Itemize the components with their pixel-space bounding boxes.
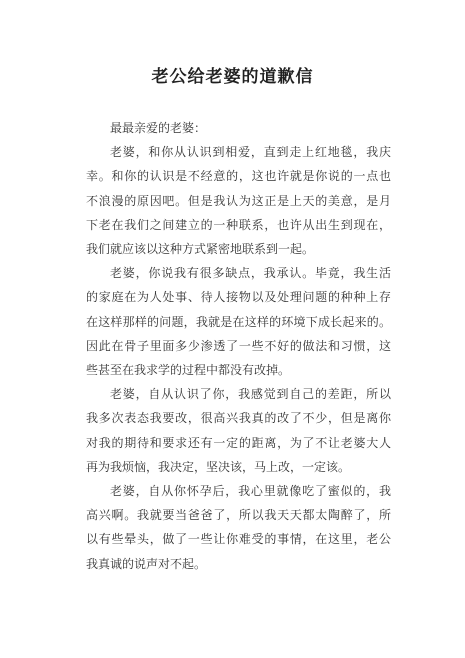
paragraph-3 — [86, 382, 391, 479]
page-title: 老公给老婆的道歉信 — [151, 67, 314, 87]
paragraph-line: 老婆，自从认识了你，我感觉到自己的差距，所以 — [110, 387, 391, 402]
paragraph-line: 我们就应该以这种方式紧密地联系到一起。 — [86, 242, 315, 257]
paragraph-line: 下老在我们之间建立的一种联系，也许从出生到现在， — [86, 217, 391, 232]
paragraph-line: 我真诚的说声对不起。 — [86, 556, 207, 571]
paragraph-line: 老婆，自从你怀孕后，我心里就像吃了蜜似的，我 — [110, 484, 391, 499]
paragraph-line: 老婆，你说我有很多缺点，我承认。毕竟，我生活 — [110, 266, 391, 281]
paragraph-1 — [86, 140, 391, 261]
paragraph-2 — [86, 261, 391, 382]
paragraph-line: 因此在骨子里面多少渗透了一些不好的做法和习惯，这 — [86, 338, 391, 353]
paragraph-line: 再为我烦恼，我决定，坚决该，马上改，一定该。 — [86, 459, 351, 474]
paragraph-line: 对我的期待和要求还有一定的距离，为了不让老婆大人 — [86, 435, 391, 450]
paragraph-line: 我多次表态我要改，很高兴我真的改了不少，但是离你 — [86, 411, 391, 426]
paragraph-line: 些甚至在我求学的过程中都没有改掉。 — [86, 363, 291, 378]
paragraph-line: 幸。和你的认识是不经意的，这也许就是你说的一点也 — [86, 169, 391, 184]
paragraph-4 — [86, 479, 391, 576]
paragraph-line: 在这样那样的问题，我就是在这样的环境下成长起来的。 — [86, 314, 391, 329]
paragraph-line: 高兴啊。我就要当爸爸了，所以我天天都太陶醉了，所 — [86, 508, 391, 523]
paragraph-line: 以有些晕头，做了一些让你难受的事情，在这里，老公 — [86, 532, 391, 547]
paragraph-line: 老婆，和你从认识到相爱，直到走上红地毯，我庆 — [110, 145, 391, 160]
paragraph-line: 的家庭在为人处事、待人接物以及处理问题的种种上存 — [86, 290, 391, 305]
letter-body — [86, 116, 391, 576]
paragraph-line: 不浪漫的原因吧。但是我认为这正是上天的美意，是月 — [86, 193, 391, 208]
salutation: 最最亲爱的老婆： — [110, 121, 207, 135]
